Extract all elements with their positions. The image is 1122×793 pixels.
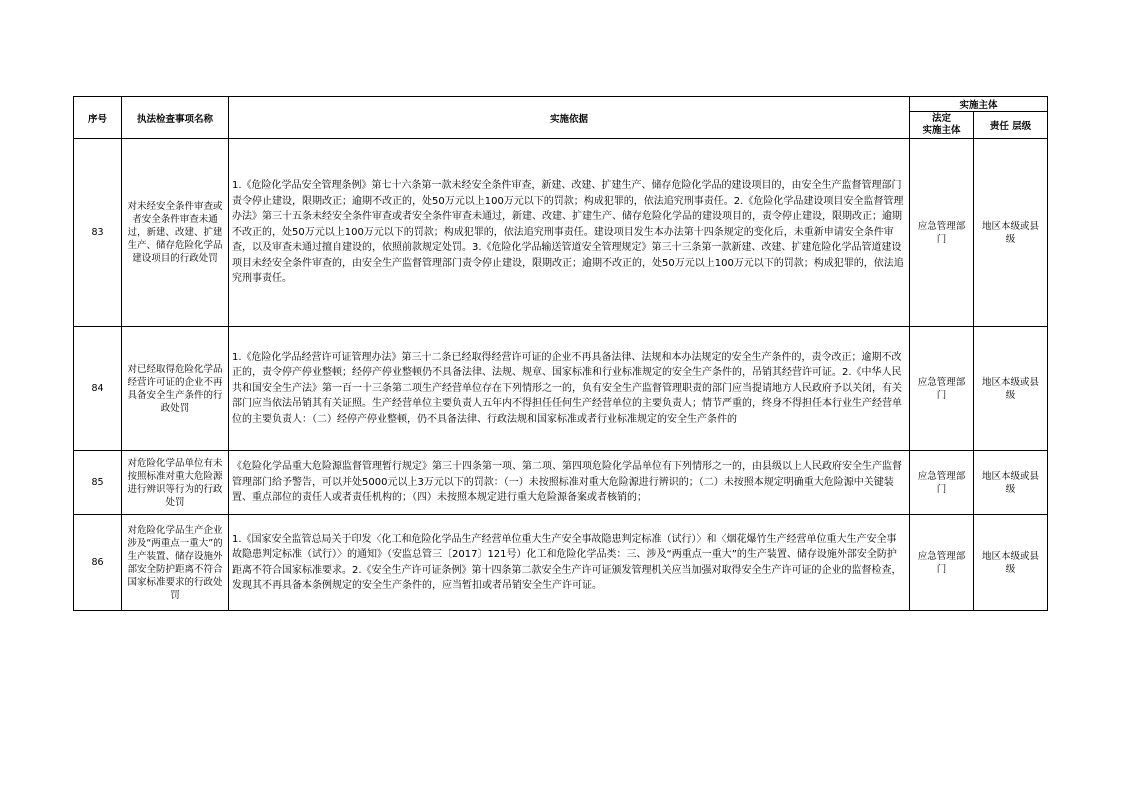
responsibility-level: 地区本级或县级 — [974, 139, 1048, 327]
header-level: 责任 层级 — [974, 112, 1048, 139]
responsibility-level: 地区本级或县级 — [974, 515, 1048, 611]
header-basis: 实施依据 — [229, 97, 910, 139]
legal-subject: 应急管理部门 — [910, 327, 974, 451]
header-row-top — [74, 97, 1048, 112]
basis-text: 1.《国家安全监管总局关于印发〈化工和危险化学品生产经营单位重大生产安全事故隐患判定标准（试行）〉和〈烟花爆竹生产经营单位重大生产安全事故隐患判定标准（试行）〉的通知》（安监总管三〔2017〕121号）化工和危险化学品类：三、涉及“两重点一重大”的生产装置、储存设施外部安全防护距离不符合国家标准要求。2.《安全生产许可证条例》第十四条第二款安全生产许可证颁发管理机关应当加强对取得安全生产许可证的企业的监督检查，发现其不再具备本条例规定的安全生产条件的，应当暂扣或者吊销安全生产许可证。 — [229, 515, 910, 611]
item-name: 对危险化学品生产企业涉及“两重点一重大”的生产装置、储存设施外部安全防护距离不符合国家标准要求的行政处罚 — [122, 515, 229, 611]
table-row — [74, 451, 1048, 515]
basis-text: 《危险化学品重大危险源监督管理暂行规定》第三十四条第一项、第二项、第四项危险化学品单位有下列情形之一的，由县级以上人民政府安全生产监督管理部门给予警告，可以并处5000元以上3万元以下的罚款：（一）未按照标准对重大危险源进行辨识的；（二）未按照本规定明确重大危险源中关键装置、重点部位的责任人或者责任机构的；（四）未按照本规定进行重大危险源备案或者核销的； — [229, 451, 910, 515]
table-row — [74, 139, 1048, 327]
row-number: 86 — [74, 515, 122, 611]
responsibility-level: 地区本级或县级 — [974, 327, 1048, 451]
table-row — [74, 327, 1048, 451]
item-name: 对未经安全条件审查或者安全条件审查未通过，新建、改建、扩建生产、储存危险化学品建设项目的行政处罚 — [122, 139, 229, 327]
item-name: 对已经取得危险化学品经营许可证的企业不再具备安全生产条件的行政处罚 — [122, 327, 229, 451]
enforcement-table — [73, 96, 1048, 611]
legal-subject: 应急管理部门 — [910, 139, 974, 327]
item-name: 对危险化学品单位有未按照标准对重大危险源进行辨识等行为的行政处罚 — [122, 451, 229, 515]
row-number: 83 — [74, 139, 122, 327]
header-subject-group: 实施主体 — [910, 97, 1048, 112]
row-number: 85 — [74, 451, 122, 515]
header-no: 序号 — [74, 97, 122, 139]
legal-subject: 应急管理部门 — [910, 451, 974, 515]
responsibility-level: 地区本级或县级 — [974, 451, 1048, 515]
header-item-name: 执法检查事项名称 — [122, 97, 229, 139]
table-row — [74, 515, 1048, 611]
basis-text: 1.《危险化学品经营许可证管理办法》第三十二条已经取得经营许可证的企业不再具备法律、法规和本办法规定的安全生产条件的，责令改正；逾期不改正的，责令停产停业整顿；经停产停业整顿仍不具备法律、法规、规章、国家标准和行业标准规定的安全生产条件的，吊销其经营许可证。2.《中华人民共和国安全生产法》第一百一十三条第二项生产经营单位存在下列情形之一的，负有安全生产监督管理职责的部门应当提请地方人民政府予以关闭，有关部门应当依法吊销其有关证照。生产经营单位主要负责人五年内不得担任任何生产经营单位的主要负责人；情节严重的，终身不得担任本行业生产经营单位的主要负责人：（二）经停产停业整顿，仍不具备法律、行政法规和国家标准或者行业标准规定的安全生产条件的 — [229, 327, 910, 451]
header-legal-subject: 法定 实施主体 — [910, 112, 974, 139]
basis-text: 1.《危险化学品安全管理条例》第七十六条第一款未经安全条件审查，新建、改建、扩建生产、储存危险化学品的建设项目的，由安全生产监督管理部门责令停止建设，限期改正；逾期不改正的，处50万元以上100万元以下的罚款；构成犯罪的，依法追究刑事责任。2.《危险化学品建设项目安全监督管理办法》第三十五条未经安全条件审查或者安全条件审查未通过，新建、改建、扩建生产、储存危险化学品的建设项目的，责令停止建设，限期改正；逾期不改正的，处50万元以上100万元以下的罚款；构成犯罪的，依法追究刑事责任。建设项目发生本办法第十四条规定的变化后，未重新申请安全条件审查，以及审查未通过擅自建设的，依照前款规定处罚。3.《危险化学品输送管道安全管理规定》第三十三条第一款新建、改建、扩建危险化学品管道建设项目未经安全条件审查的，由安全生产监督管理部门责令停止建设，限期改正；逾期不改正的，处50万元以上100万元以下的罚款；构成犯罪的，依法追究刑事责任。 — [229, 139, 910, 327]
row-number: 84 — [74, 327, 122, 451]
legal-subject: 应急管理部门 — [910, 515, 974, 611]
